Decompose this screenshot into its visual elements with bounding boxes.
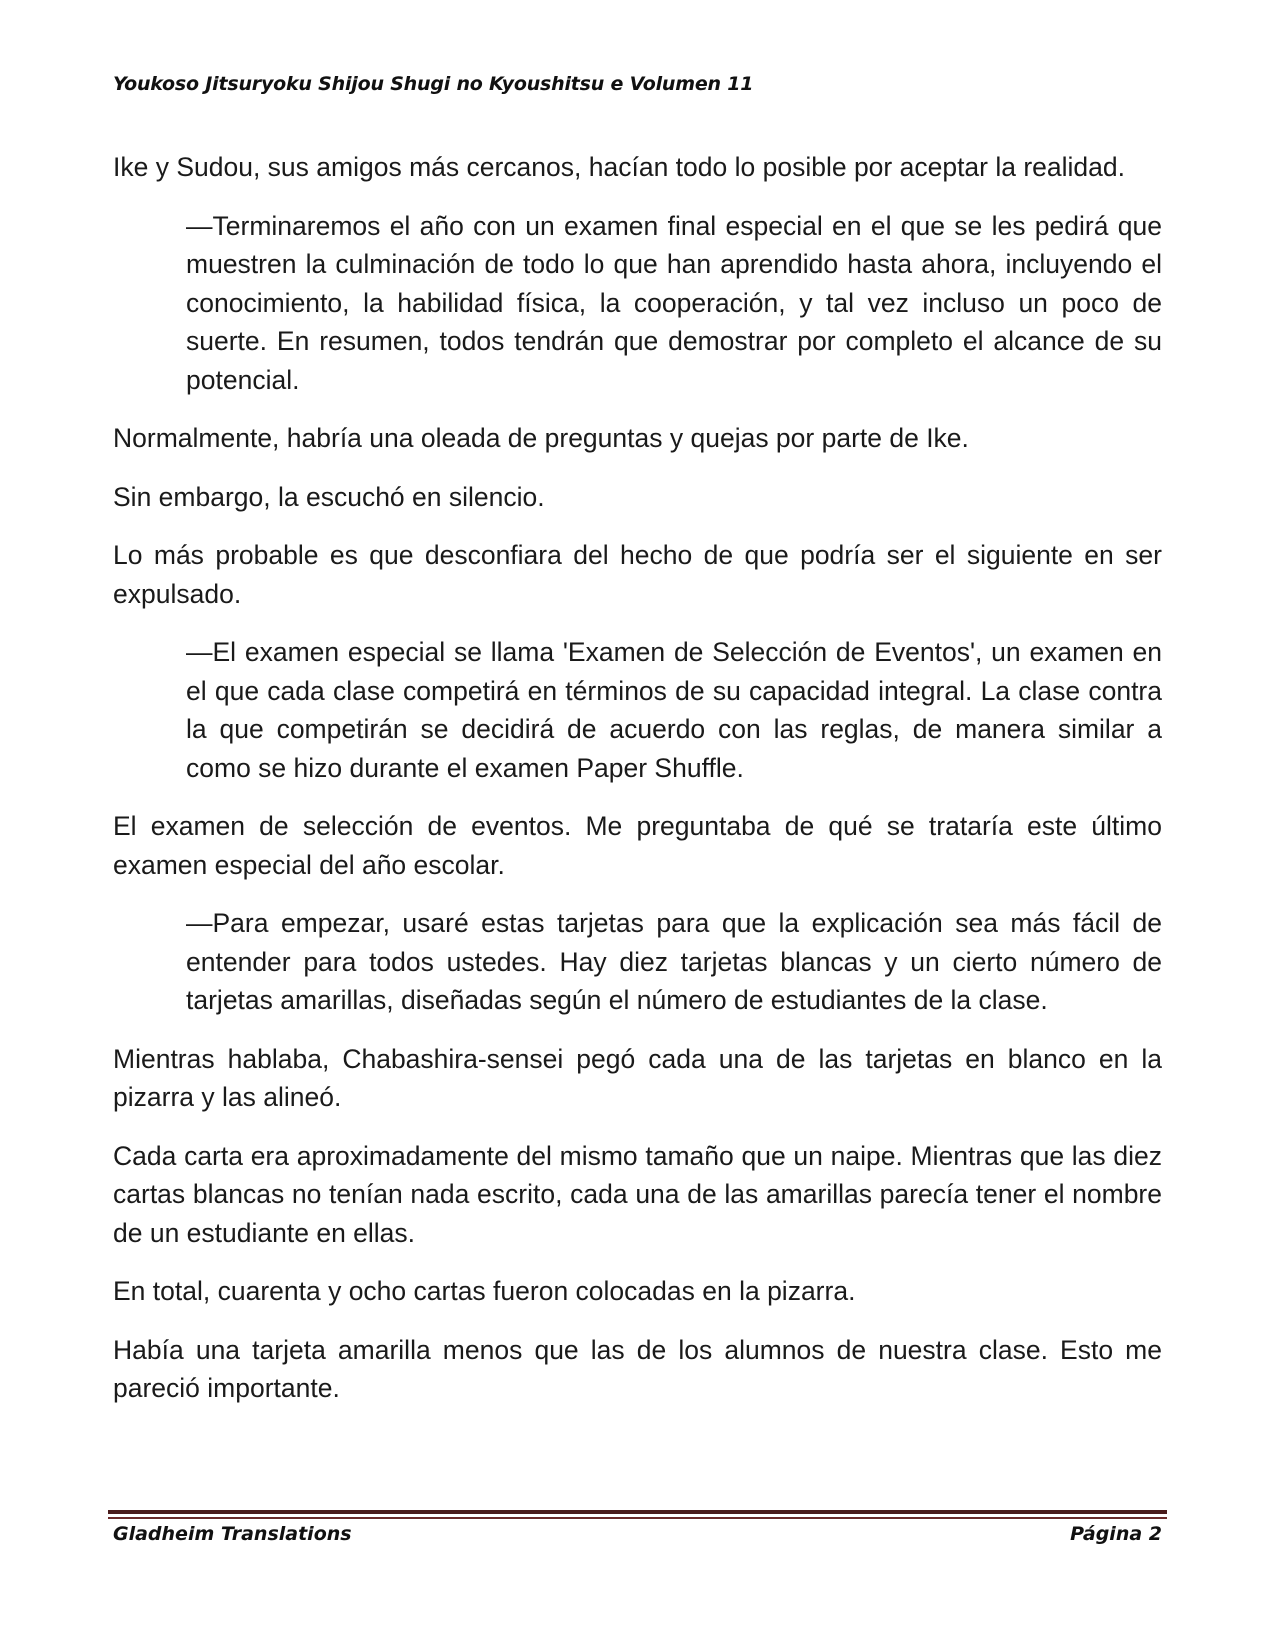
paragraph: Mientras hablaba, Chabashira-sensei pegó cada una de las tarjetas en blanco en la pizarra y las alineó. (113, 1043, 1162, 1112)
body-text (113, 148, 1162, 1428)
paragraph: En total, cuarenta y ocho cartas fueron colocadas en la pizarra. (113, 1276, 856, 1306)
paragraph: Lo más probable es que desconfiara del hecho de que podría ser el siguiente en ser expulsado. (113, 540, 1162, 609)
running-header: Youkoso Jitsuryoku Shijou Shugi no Kyoushitsu e Volumen 11 (113, 73, 754, 95)
footer-divider-thin (108, 1517, 1167, 1519)
footer-credit: Gladheim Translations (113, 1523, 352, 1545)
paragraph: Normalmente, habría una oleada de preguntas y quejas por parte de Ike. (113, 423, 969, 453)
dialog-paragraph: —Para empezar, usaré estas tarjetas para que la explicación sea más fácil de entender para todos ustedes. Hay diez tarjetas blancas y un cierto número de tarjetas amarillas, diseñadas según el número de estudiantes de la clase. (186, 908, 1162, 1015)
paragraph: Ike y Sudou, sus amigos más cercanos, hacían todo lo posible por aceptar la realidad. (113, 152, 1125, 182)
paragraph: El examen de selección de eventos. Me preguntaba de qué se trataría este último examen especial del año escolar. (113, 811, 1162, 880)
dialog-paragraph: —Terminaremos el año con un examen final especial en el que se les pedirá que muestren la culminación de todo lo que han aprendido hasta ahora, incluyendo el conocimiento, la habilidad física, la cooperación, y tal vez incluso un poco de suerte. En resumen, todos tendrán que demostrar por completo el alcance de su potencial. (186, 210, 1162, 395)
paragraph: Sin embargo, la escuchó en silencio. (113, 481, 545, 512)
footer-divider (108, 1510, 1167, 1514)
page-number: Página 2 (1070, 1523, 1162, 1545)
dialog-paragraph: —El examen especial se llama 'Examen de Selección de Eventos', un examen en el que cada clase competirá en términos de su capacidad integral. La clase contra la que competirán se decidirá de acuerdo con las reglas, de manera similar a como se hizo durante el examen Paper Shuffle. (186, 637, 1162, 783)
paragraph: Había una tarjeta amarilla menos que las de los alumnos de nuestra clase. Esto me pareció importante. (113, 1334, 1162, 1403)
paragraph: Cada carta era aproximadamente del mismo tamaño que un naipe. Mientras que las diez cartas blancas no tenían nada escrito, cada una de las amarillas parecía tener el nombre de un estudiante en ellas. (113, 1140, 1162, 1248)
